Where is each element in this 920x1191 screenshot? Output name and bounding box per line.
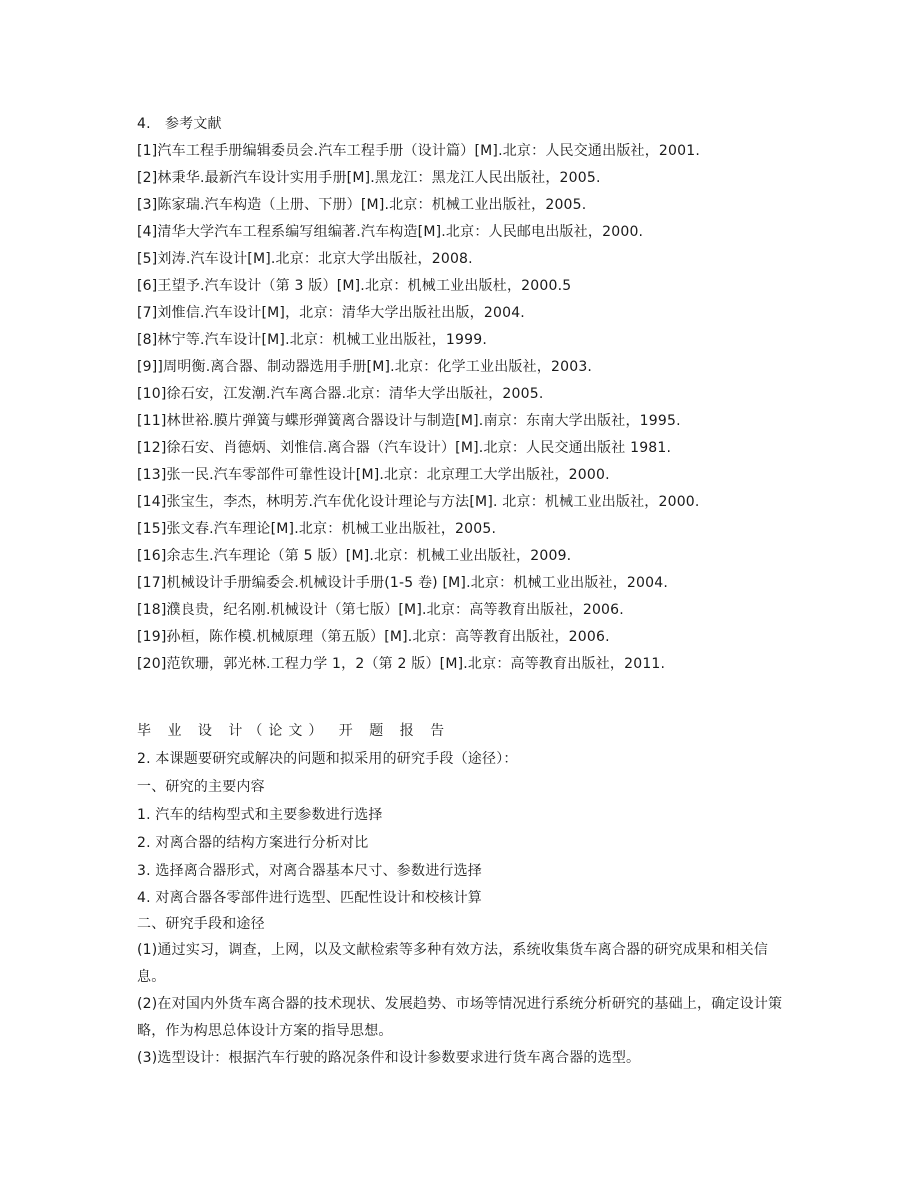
paragraph: (3)选型设计：根据汽车行驶的路况条件和设计参数要求进行货车离合器的选型。 bbox=[137, 1050, 641, 1066]
list-item: 1. 汽车的结构型式和主要参数进行选择 bbox=[137, 807, 383, 823]
report-heading: 毕 业 设 计（论文） 开 题 报 告 bbox=[137, 723, 451, 739]
references-title: 4. 参考文献 bbox=[137, 116, 222, 132]
reference-item: [3]陈家瑞.汽车构造（上册、下册）[M].北京：机械工业出版社，2005. bbox=[137, 197, 587, 213]
reference-item: [18]濮良贵，纪名刚.机械设计（第七版）[M].北京：高等教育出版社，2006. bbox=[137, 602, 624, 618]
reference-item: [6]王望予.汽车设计（第 3 版）[M].北京：机械工业出版杜，2000.5 bbox=[137, 278, 572, 294]
reference-item: [10]徐石安，江发潮.汽车离合器.北京：清华大学出版社，2005. bbox=[137, 386, 544, 402]
reference-item: [8]林宁等.汽车设计[M].北京：机械工业出版社，1999. bbox=[137, 332, 488, 348]
reference-item: [4]清华大学汽车工程系编写组编著.汽车构造[M].北京：人民邮电出版社，2000. bbox=[137, 224, 644, 240]
reference-item: [9]]周明衡.离合器、制动器选用手册[M].北京：化学工业出版社，2003. bbox=[137, 359, 593, 375]
section-title: 二、研究手段和途径 bbox=[137, 916, 265, 932]
list-item: 2. 对离合器的结构方案进行分析对比 bbox=[137, 835, 369, 851]
paragraph: (2)在对国内外货车离合器的技术现状、发展趋势、市场等情况进行系统分析研究的基础上，确定设计策略，作为构思总体设计方案的指导思想。 bbox=[137, 996, 783, 1039]
reference-item: [15]张文春.汽车理论[M].北京：机械工业出版社，2005. bbox=[137, 521, 497, 537]
list-item: 4. 对离合器各零部件进行选型、匹配性设计和校核计算 bbox=[137, 890, 483, 906]
reference-item: [17]机械设计手册编委会.机械设计手册(1-5 卷) [M].北京：机械工业出版社，2004. bbox=[137, 575, 669, 591]
reference-item: [19]孙桓，陈作模.机械原理（第五版）[M].北京：高等教育出版社，2006. bbox=[137, 629, 610, 645]
reference-item: [13]张一民.汽车零部件可靠性设计[M].北京：北京理工大学出版社，2000. bbox=[137, 467, 610, 483]
reference-item: [11]林世裕.膜片弹簧与蝶形弹簧离合器设计与制造[M].南京：东南大学出版社，1995. bbox=[137, 413, 681, 429]
report-question: 2. 本课题要研究或解决的问题和拟采用的研究手段（途径）： bbox=[137, 751, 518, 767]
reference-item: [7]刘惟信.汽车设计[M]，北京：清华大学出版社出版，2004. bbox=[137, 305, 525, 321]
reference-item: [12]徐石安、肖德炳、刘惟信.离合器（汽车设计）[M].北京：人民交通出版社 1981. bbox=[137, 440, 672, 456]
list-item: 3. 选择离合器形式，对离合器基本尺寸、参数进行选择 bbox=[137, 863, 483, 879]
reference-item: [20]范钦珊，郭光林.工程力学 1，2（第 2 版）[M].北京：高等教育出版社，2011. bbox=[137, 656, 666, 672]
reference-item: [1]汽车工程手册编辑委员会.汽车工程手册（设计篇）[M].北京：人民交通出版社，2001. bbox=[137, 143, 701, 159]
reference-item: [2]林秉华.最新汽车设计实用手册[M].黑龙江：黑龙江人民出版社，2005. bbox=[137, 170, 601, 186]
paragraph: (1)通过实习，调查，上网，以及文献检索等多种有效方法，系统收集货车离合器的研究成果和相关信息。 bbox=[137, 942, 769, 985]
reference-item: [5]刘涛.汽车设计[M].北京：北京大学出版社，2008. bbox=[137, 251, 473, 267]
reference-item: [14]张宝生，李杰，林明芳.汽车优化设计理论与方法[M]. 北京：机械工业出版社，2000. bbox=[137, 494, 700, 510]
section-title: 一、研究的主要内容 bbox=[137, 779, 265, 795]
reference-item: [16]余志生.汽车理论（第 5 版）[M].北京：机械工业出版社，2009. bbox=[137, 548, 572, 564]
